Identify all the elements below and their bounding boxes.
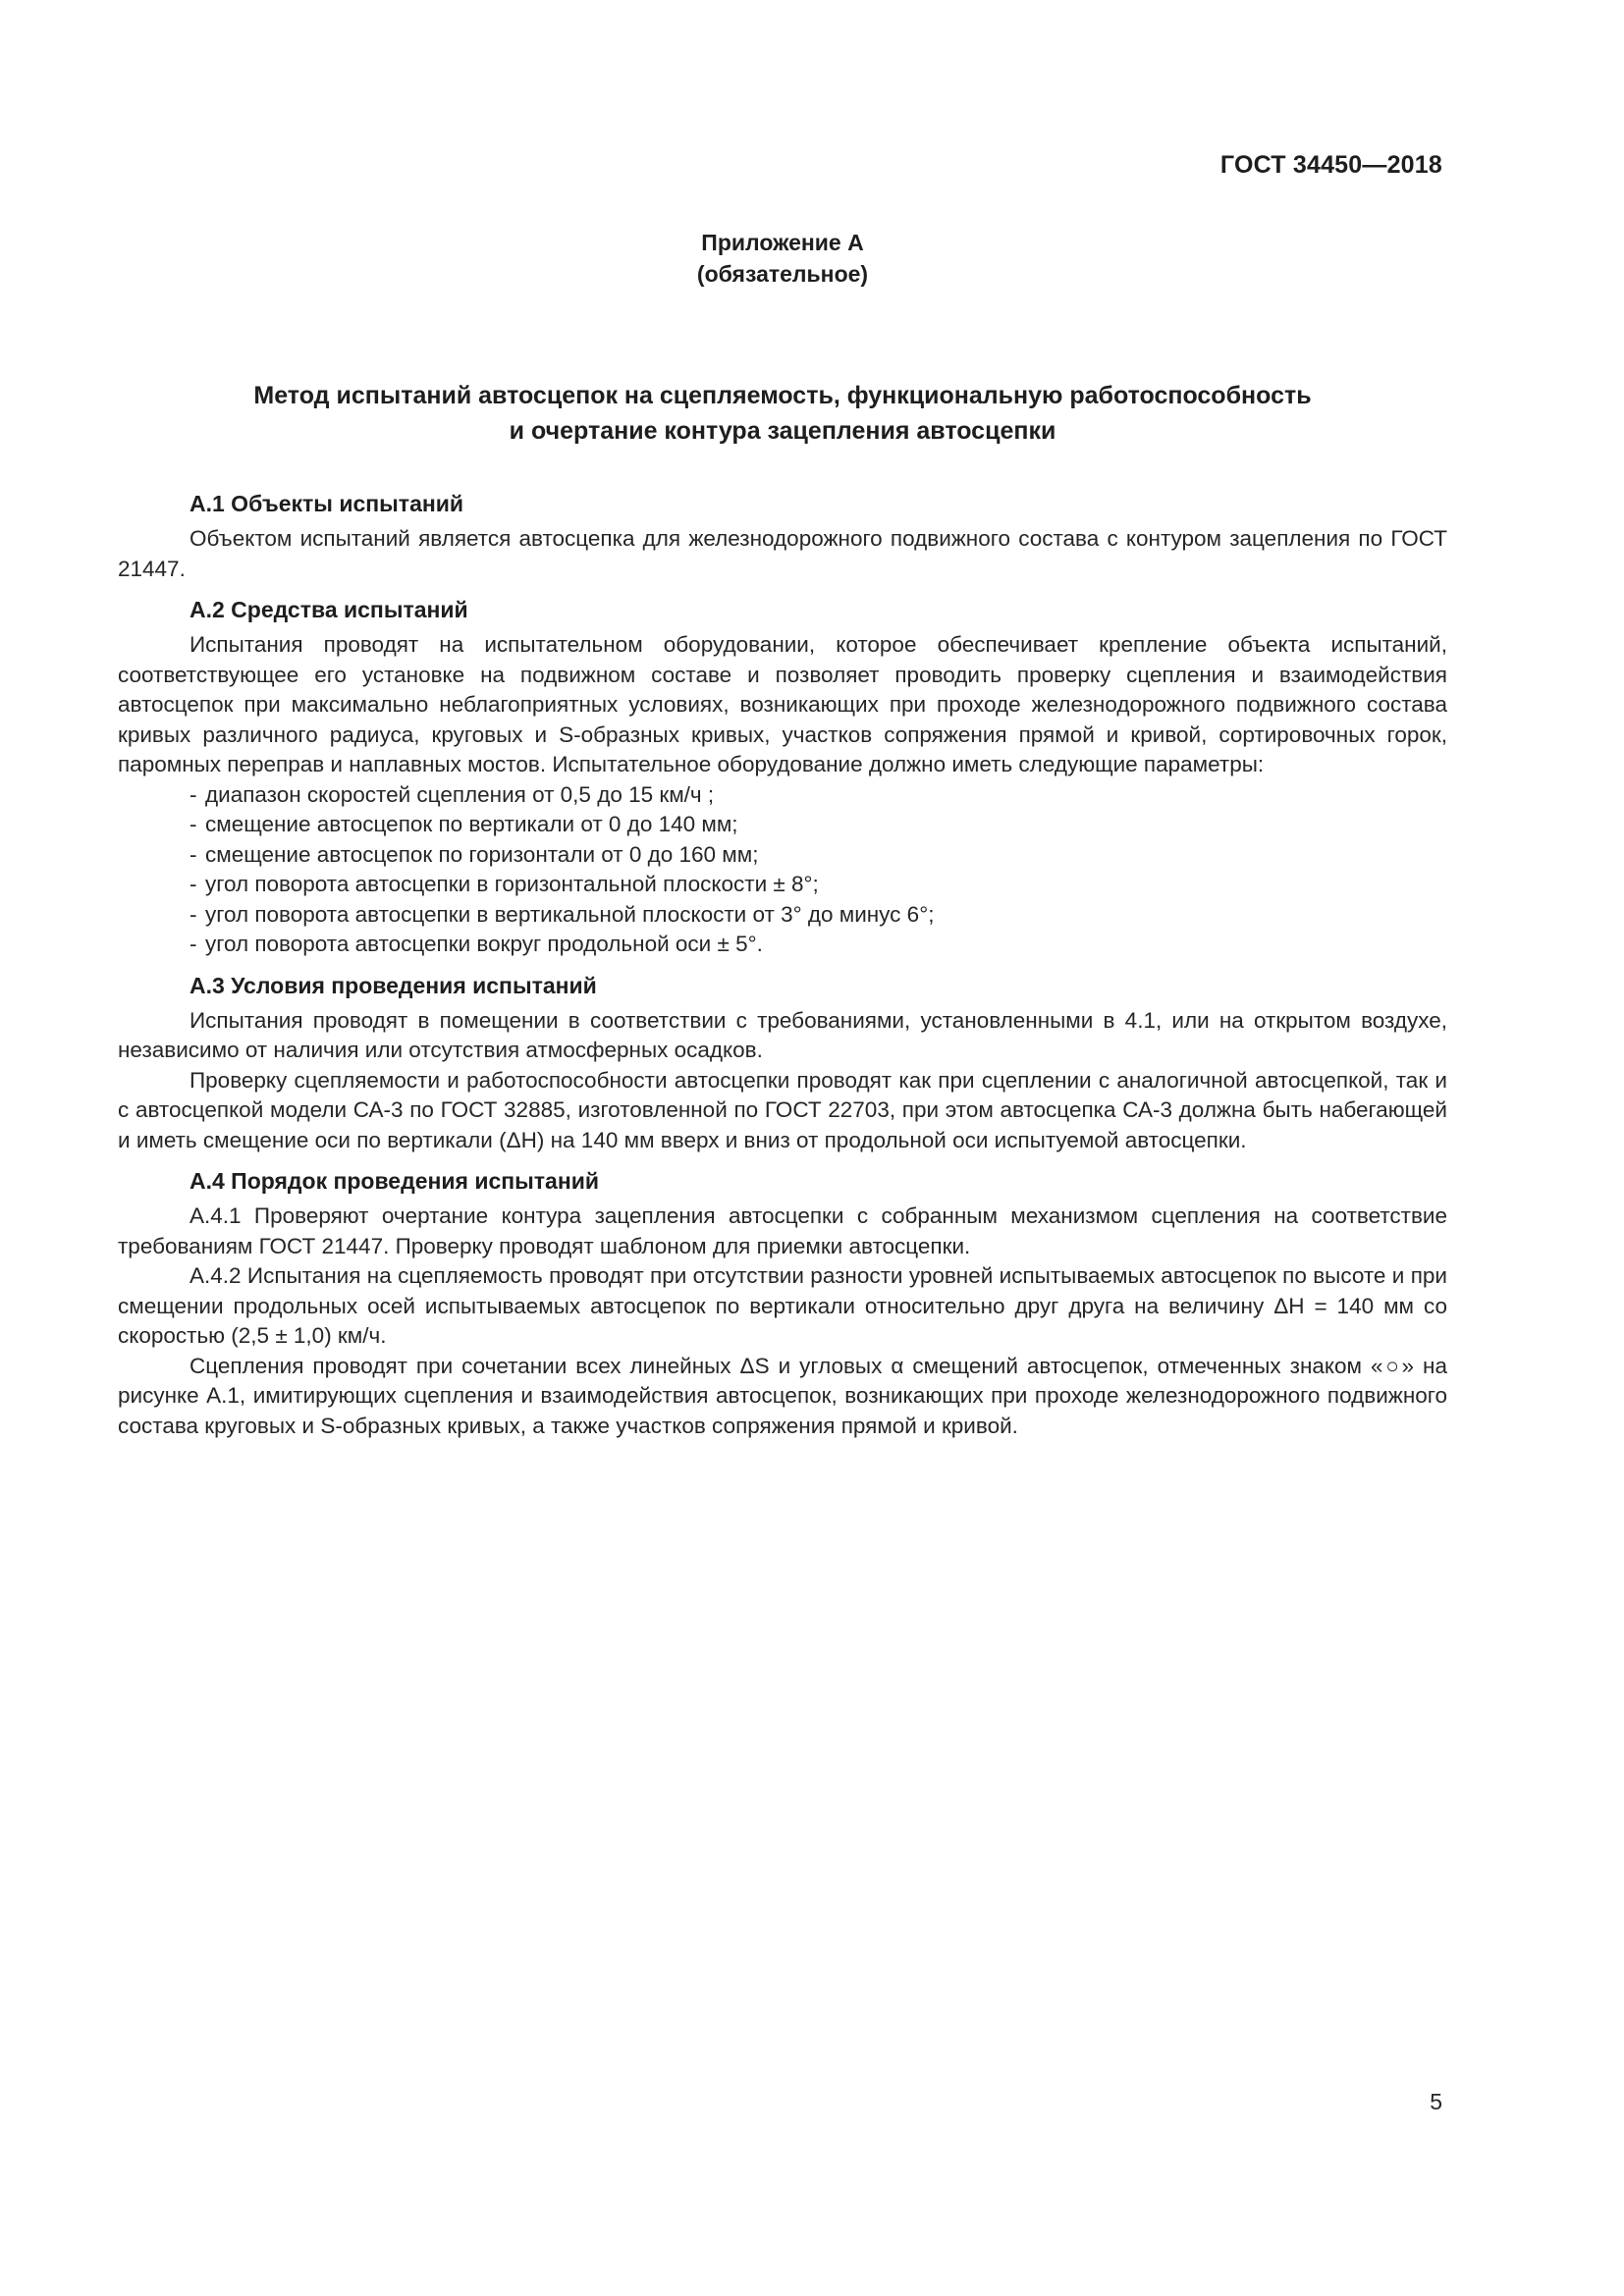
- document-body: [118, 487, 1447, 1450]
- appendix-status: (обязательное): [696, 261, 869, 287]
- list-item: [189, 930, 1447, 960]
- section-a2: [118, 593, 1447, 960]
- list-dash: -: [189, 812, 197, 836]
- list-item-text: смещение автосцепок по горизонтали от 0 до 160 мм;: [205, 841, 759, 867]
- list-dash: -: [189, 872, 197, 896]
- paragraph: Испытания проводят на испытательном оборудовании, которое обеспечивает крепление объекта испытаний, соответствующее его установке на подвижном составе и позволяет проводить проверку сцепления и взаимодействия автосцепок при максимально неблагоприятных условиях, возникающих при проходе железнодорожного подвижного состава кривых различного радиуса, круговых и S-образных кривых, участков сопряжения прямой и кривой, сортировочных горок, паромных переправ и наплавных мостов. Испытательное оборудование должно иметь следующие параметры:: [118, 632, 1447, 776]
- list-item: [189, 900, 1447, 931]
- page-number: 5: [1430, 2089, 1442, 2114]
- document-title-line-1: Метод испытаний автосцепок на сцепляемость, функциональную работоспособность: [253, 382, 1312, 409]
- appendix-title: Приложение А: [701, 230, 864, 255]
- section-a4: [118, 1164, 1447, 1441]
- paragraph: Объектом испытаний является автосцепка для железнодорожного подвижного состава с контуром зацепления по ГОСТ 21447.: [118, 526, 1447, 581]
- document-title-line-2: и очертание контура зацепления автосцепки: [509, 417, 1056, 445]
- list-item: [189, 780, 1447, 811]
- section-heading: А.2 Средства испытаний: [189, 597, 468, 622]
- parameter-list: [118, 780, 1447, 960]
- list-item: [189, 840, 1447, 871]
- list-item: [189, 810, 1447, 840]
- appendix-heading: [0, 227, 1565, 290]
- paragraph: Проверку сцепляемости и работоспособности автосцепки проводят как при сцеплении с аналогичной автосцепкой, так и с автосцепкой модели СА-3 по ГОСТ 32885, изготовленной по ГОСТ 22703, при этом автосцепка СА-3 должна быть набегающей и иметь смещение оси по вертикали (ΔH) на 140 мм вверх и вниз от продольной оси испытуемой автосцепки.: [118, 1067, 1447, 1152]
- list-dash: -: [189, 841, 197, 867]
- list-item: [189, 870, 1447, 900]
- list-dash: -: [189, 901, 197, 927]
- list-item-text: угол поворота автосцепки в вертикальной плоскости от 3° до минус 6°;: [205, 901, 935, 927]
- section-heading: А.3 Условия проведения испытаний: [189, 972, 597, 998]
- list-dash: -: [189, 932, 197, 956]
- document-title: [118, 378, 1447, 449]
- list-item-text: диапазон скоростей сцепления от 0,5 до 15 км/ч ;: [205, 781, 715, 807]
- section-heading: А.1 Объекты испытаний: [189, 491, 464, 516]
- document-code: ГОСТ 34450—2018: [1219, 151, 1442, 179]
- list-dash: -: [189, 781, 197, 807]
- paragraph: А.4.1 Проверяют очертание контура зацепления автосцепки с собранным механизмом сцепления на соответствие требованиям ГОСТ 21447. Проверку проводят шаблоном для приемки автосцепки.: [118, 1203, 1447, 1258]
- list-item-text: угол поворота автосцепки вокруг продольной оси ± 5°.: [205, 932, 763, 956]
- section-a3: [118, 969, 1447, 1156]
- paragraph: А.4.2 Испытания на сцепляемость проводят при отсутствии разности уровней испытываемых автосцепок по высоте и при смещении продольных осей испытываемых автосцепок по вертикали относительно друг друга на величину ΔH = 140 мм со скоростью (2,5 ± 1,0) км/ч.: [118, 1263, 1447, 1348]
- paragraph: Сцепления проводят при сочетании всех линейных ΔS и угловых α смещений автосцепок, отмеченных знаком «○» на рисунке А.1, имитирующих сцепления и взаимодействия автосцепок, возникающих при проходе железнодорожного подвижного состава круговых и S-образных кривых, а также участков сопряжения прямой и кривой.: [118, 1353, 1447, 1438]
- list-item-text: угол поворота автосцепки в горизонтальной плоскости ± 8°;: [205, 872, 819, 896]
- section-heading: А.4 Порядок проведения испытаний: [189, 1168, 600, 1194]
- section-a1: [118, 487, 1447, 584]
- paragraph: Испытания проводят в помещении в соответствии с требованиями, установленными в 4.1, или на открытом воздухе, независимо от наличия или отсутствия атмосферных осадков.: [118, 1007, 1447, 1062]
- list-item-text: смещение автосцепок по вертикали от 0 до 140 мм;: [205, 812, 738, 836]
